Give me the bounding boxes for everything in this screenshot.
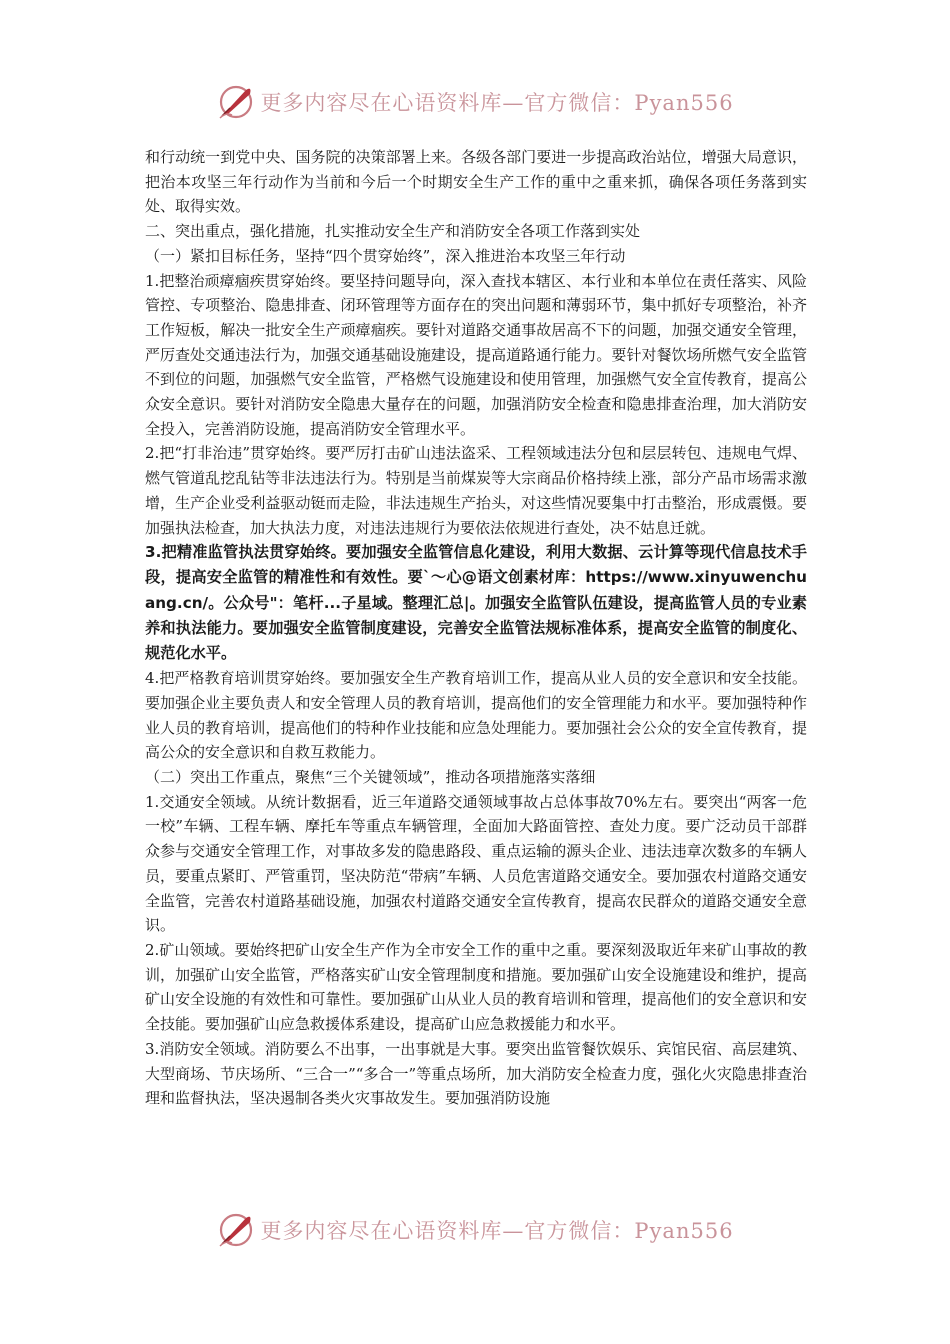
paragraph: 和行动统一到党中央、国务院的决策部署上来。各级各部门要进一步提高政治站位，增强大局意识，把治本攻坚三年行动作为当前和今后一个时期安全生产工作的重中之重来抓，确保各项任务落到实处、取得实效。 (145, 148, 807, 216)
section-heading: 二、突出重点，强化措施，扎实推动安全生产和消防安全各项工作落到实处 (145, 222, 641, 241)
paragraph: 2.把“打非治违”贯穿始终。要严厉打击矿山违法盗采、工程领域违法分包和层层转包、违规电气焊、燃气管道乱挖乱钻等非法违法行为。特别是当前煤炭等大宗商品价格持续上涨，部分产品市场需求激增，生产企业受利益驱动铤而走险，非法违规生产抬头，对这些情况要集中打击整治，形成震慑。要加强执法检查，加大执法力度，对违法违规行为要依法依规进行查处，决不姑息迁就。 (145, 444, 807, 537)
paragraph: 4.把严格教育培训贯穿始终。要加强安全生产教育培训工作，提高从业人员的安全意识和安全技能。要加强企业主要负责人和安全管理人员的教育培训，提高他们的安全管理能力和水平。要加强特种作业人员的教育培训，提高他们的特种作业技能和应急处理能力。要加强社会公众的安全宣传教育，提高公众的安全意识和自救互救能力。 (145, 669, 807, 762)
paragraph: 1.交通安全领域。从统计数据看，近三年道路交通领域事故占总体事故70%左右。要突出“两客一危一校”车辆、工程车辆、摩托车等重点车辆管理，全面加大路面管控、查处力度。要广泛动员干部群众参与交通安全管理工作，对事故多发的隐患路段、重点运输的源头企业、违法违章次数多的车辆人员，要重点紧盯、严管重罚，坚决防范“带病”车辆、人员危害道路交通安全。要加强农村道路交通安全监管，完善农村道路基础设施，加强农村道路交通安全宣传教育，提高农民群众的道路交通安全意识。 (145, 792, 807, 935)
footer-watermark-banner (0, 1208, 950, 1252)
subsection-heading: （一）紧扣目标任务，坚持“四个贯穿始终”，深入推进治本攻坚三年行动 (145, 246, 626, 265)
quill-pen-logo-icon (216, 1210, 256, 1250)
bold-paragraph: 3.把精准监管执法贯穿始终。要加强安全监管信息化建设，利用大数据、云计算等现代信息技术手段，提高安全监管的精准性和有效性。要`～心@语文创素材库：https://www.xinyuwenchuang.cn/。公众号"：笔杆...子星域。整理汇总|。加强安全监管队伍建设，提高监管人员的专业素养和执法能力。要加强安全监管制度建设，完善安全监管法规标准体系，提高安全监管的制度化、规范化水平。 (145, 543, 807, 663)
watermark-text: 更多内容尽在心语资料库—官方微信：Pyan556 (260, 1219, 734, 1243)
paragraph: 3.消防安全领域。消防要么不出事，一出事就是大事。要突出监管餐饮娱乐、宾馆民宿、高层建筑、大型商场、节庆场所、“三合一”“多合一”等重点场所，加大消防安全检查力度，强化火灾隐患排查治理和监督执法，坚决遏制各类火灾事故发生。要加强消防设施 (145, 1039, 807, 1108)
header-watermark-banner (0, 80, 950, 124)
quill-pen-logo-icon (216, 82, 256, 122)
watermark-text: 更多内容尽在心语资料库—官方微信：Pyan556 (260, 91, 734, 115)
document-body (145, 145, 807, 1111)
paragraph: 2.矿山领域。要始终把矿山安全生产作为全市安全工作的重中之重。要深刻汲取近年来矿山事故的教训，加强矿山安全监管，严格落实矿山安全管理制度和措施。要加强矿山安全设施建设和维护，提高矿山安全设施的有效性和可靠性。要加强矿山从业人员的教育培训和管理，提高他们的安全意识和安全技能。要加强矿山应急救援体系建设，提高矿山应急救援能力和水平。 (145, 941, 807, 1034)
subsection-heading: （二）突出工作重点，聚焦“三个关键领域”，推动各项措施落实落细 (145, 768, 596, 787)
paragraph: 1.把整治顽瘴痼疾贯穿始终。要坚持问题导向，深入查找本辖区、本行业和本单位在责任落实、风险管控、专项整治、隐患排查、闭环管理等方面存在的突出问题和薄弱环节，集中抓好专项整治，补齐工作短板，解决一批安全生产顽瘴痼疾。要针对道路交通事故居高不下的问题，加强交通安全管理，严厉查处交通违法行为，加强交通基础设施建设，提高道路通行能力。要针对餐饮场所燃气安全监管不到位的问题，加强燃气安全监管，严格燃气设施建设和使用管理，加强燃气安全宣传教育，提高公众安全意识。要针对消防安全隐患大量存在的问题，加强消防安全检查和隐患排查治理，加大消防安全投入，完善消防设施，提高消防安全管理水平。 (145, 271, 807, 438)
